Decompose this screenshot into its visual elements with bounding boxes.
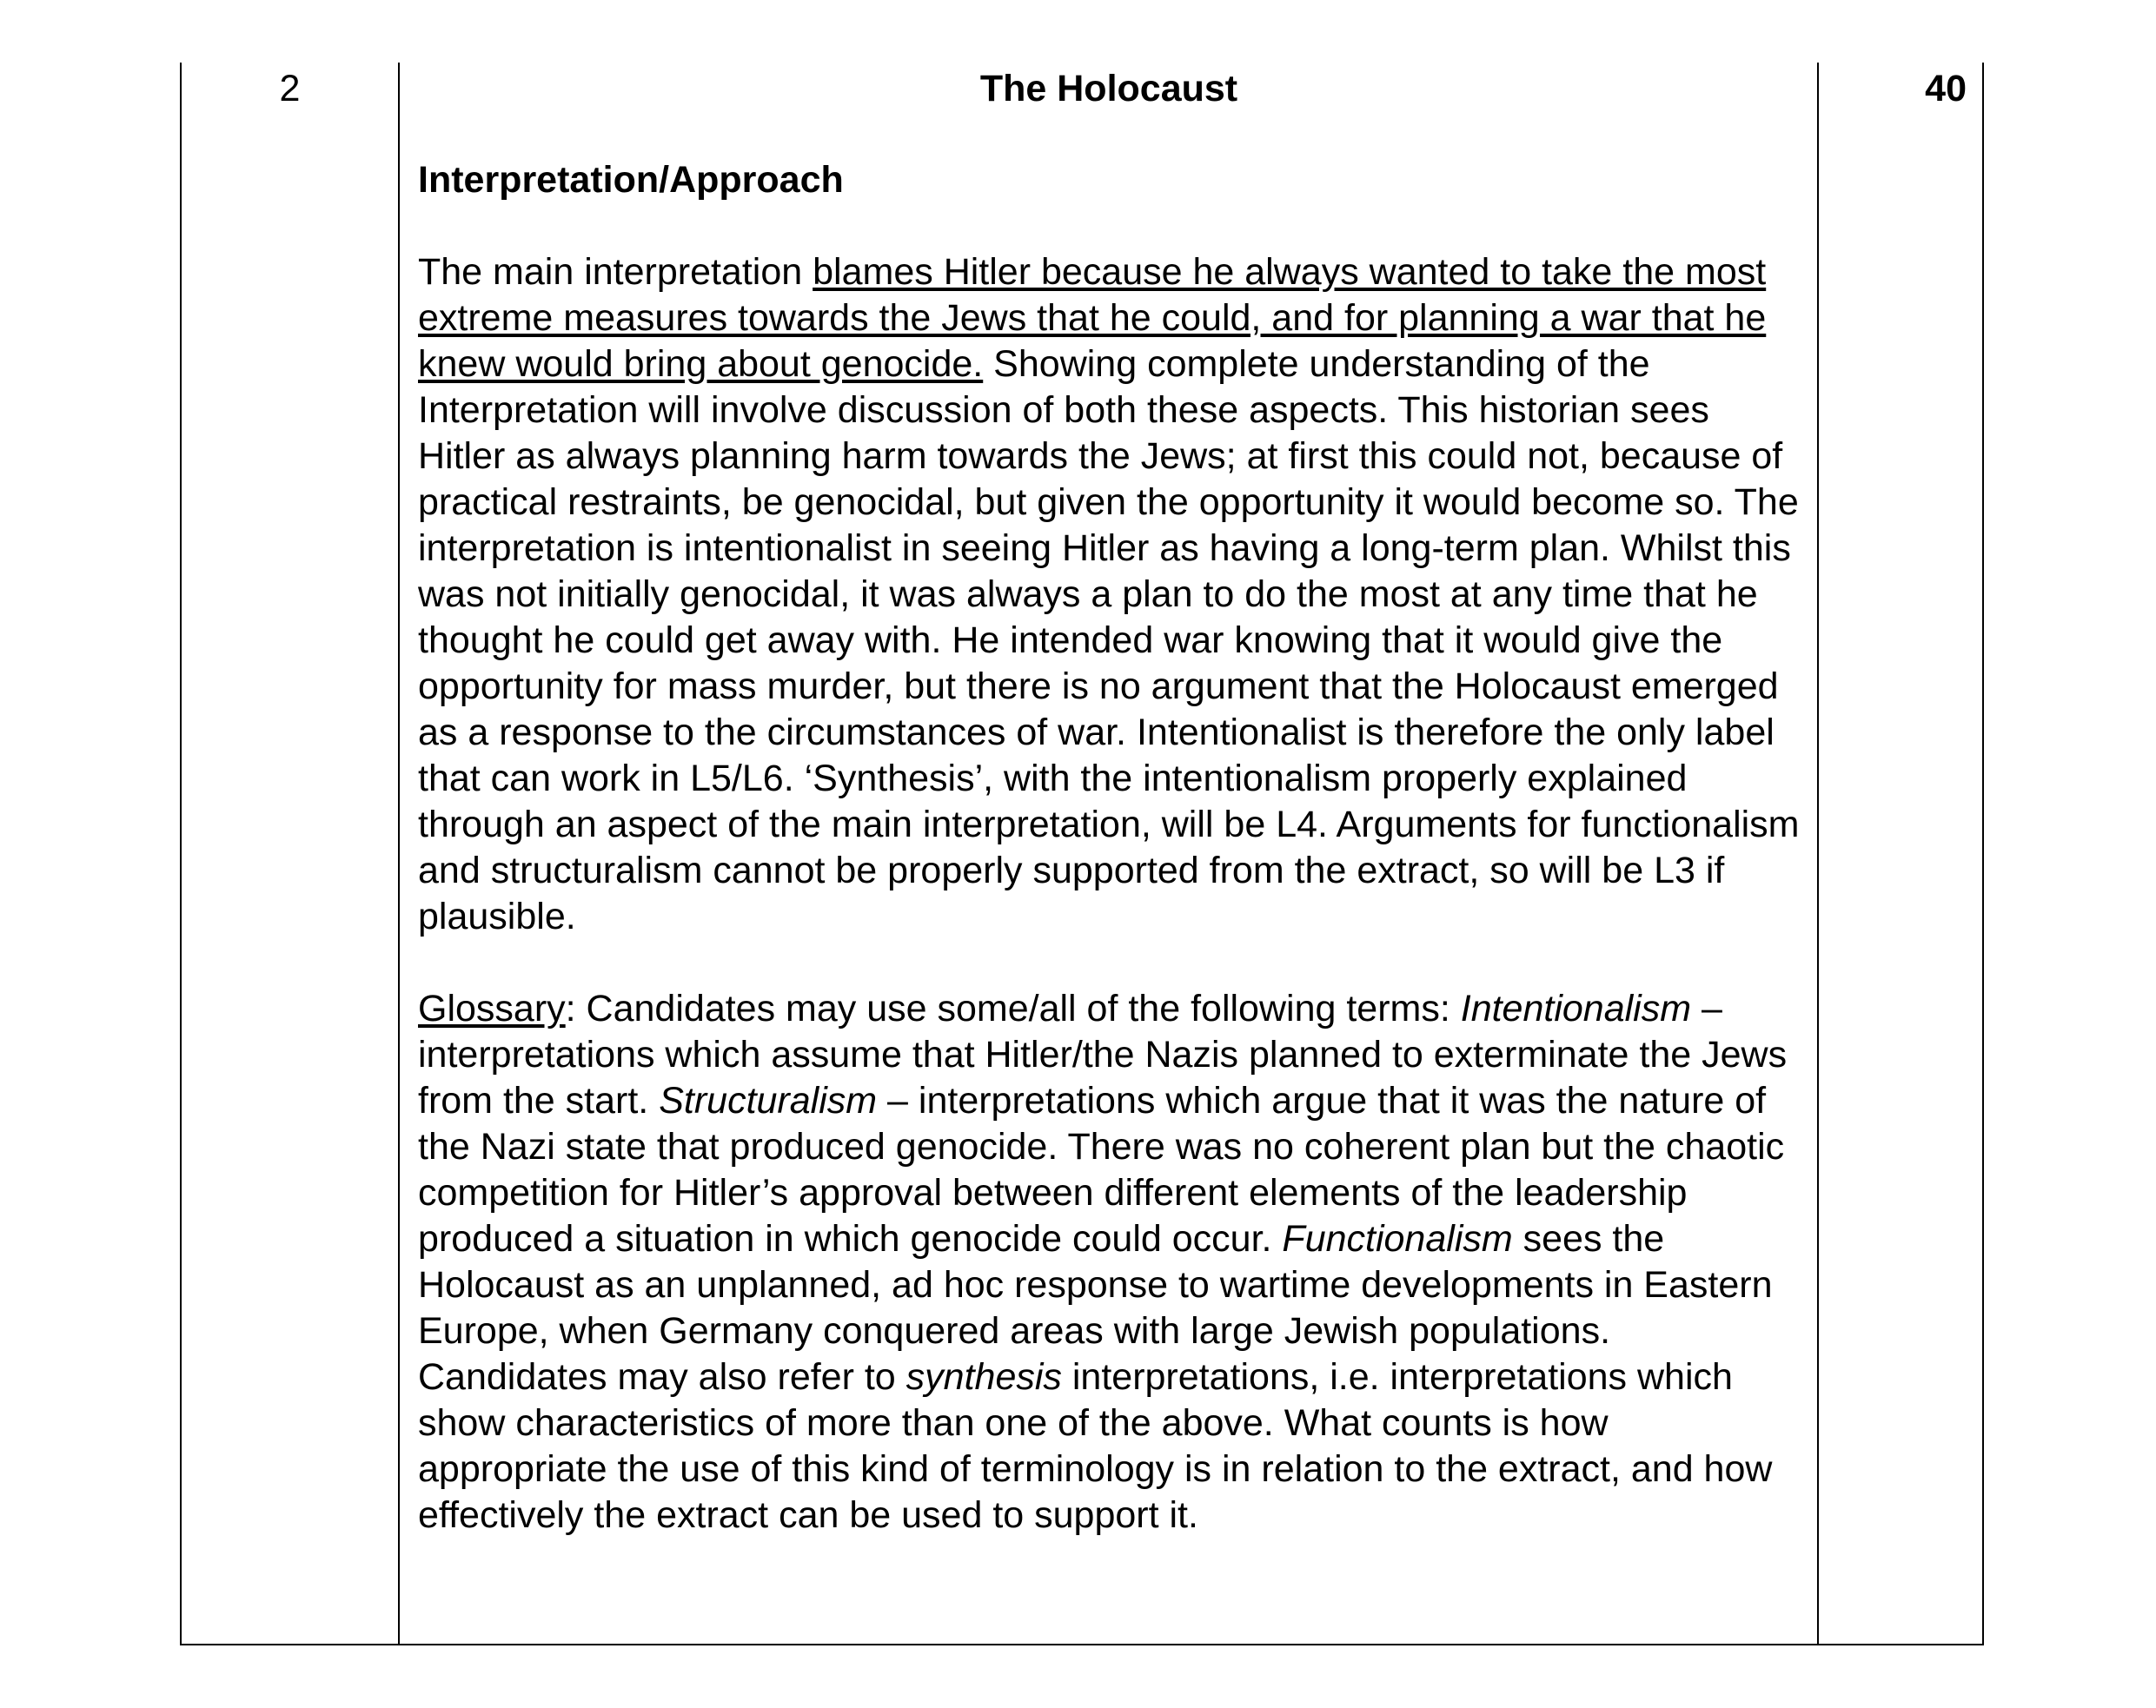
term-structuralism: Structuralism (659, 1080, 878, 1122)
question-title: The Holocaust (979, 68, 1238, 109)
column-divider-left (398, 63, 400, 1644)
interpretation-explanation: Showing complete understanding of the Interpretation will involve discussion of both these aspects. This historian sees Hitler as always planning harm towards the Jews; at first this could not, because of practical restraints, be genocidal, but given the opportunity it would become so. The interpretation is intentionalist in seeing Hitler as having a long-term plan. Whilst this was not initially genocidal, it was always a plan to do the most at any time that he thought he could get away with. He intended war knowing that it would give the opportunity for mass murder, but there is no argument that the Holocaust emerged as a response to the circumstances of war. Intentionalist is therefore the only label that can work in L5/L6. ‘Synthesis’, with the intentionalism properly explained through an aspect of the main interpretation, will be L4. Arguments for functionalism and structuralism cannot be properly supported from the extract, so will be L3 if plausible. (418, 343, 1800, 937)
glossary-text-functionalism: sees the Holocaust as an unplanned, ad hoc response to wartime developments in Eastern Europe, when Germany conquered areas with large Jewish populations. Candidates may also refer to (418, 1218, 1773, 1398)
glossary-intro: : Candidates may use some/all of the following terms: (565, 988, 1461, 1029)
glossary-text-structuralism: – interpretations which argue that it was the nature of the Nazi state that produced genocide. There was no coherent plan but the chaotic competition for Hitler’s approval between different elements of the leadership produced a situation in which genocide could occur. (418, 1080, 1785, 1260)
mark-scheme-table (180, 63, 1984, 1645)
marks-total: 40 (1925, 68, 1967, 109)
section-heading-interpretation: Interpretation/Approach (418, 159, 844, 201)
glossary-label: Glossary (418, 988, 566, 1029)
glossary-text-synthesis: interpretations, i.e. interpretations which show characteristics of more than one of the above. What counts is how appropriate the use of this kind of terminology is in relation to the extract, and how effectively the extract can be used to support it. (418, 1356, 1773, 1536)
term-intentionalism: Intentionalism (1460, 988, 1692, 1029)
interpretation-paragraph (418, 249, 1800, 940)
term-functionalism: Functionalism (1282, 1218, 1513, 1260)
glossary-text-intentionalism: – interpretations which assume that Hitler/the Nazis planned to exterminate the Jews from the start. (418, 988, 1788, 1122)
term-synthesis: synthesis (906, 1356, 1062, 1398)
question-number: 2 (279, 68, 301, 109)
glossary-paragraph (418, 986, 1800, 1539)
column-divider-right (1817, 63, 1819, 1644)
interpretation-lead: The main interpretation (418, 251, 813, 293)
answer-guidance (418, 66, 1800, 1539)
interpretation-key-claim: blames Hitler because he always wanted to take the most extreme measures towards the Jews that he could, and for planning a war that he knew would bring about genocide. (418, 251, 1767, 385)
